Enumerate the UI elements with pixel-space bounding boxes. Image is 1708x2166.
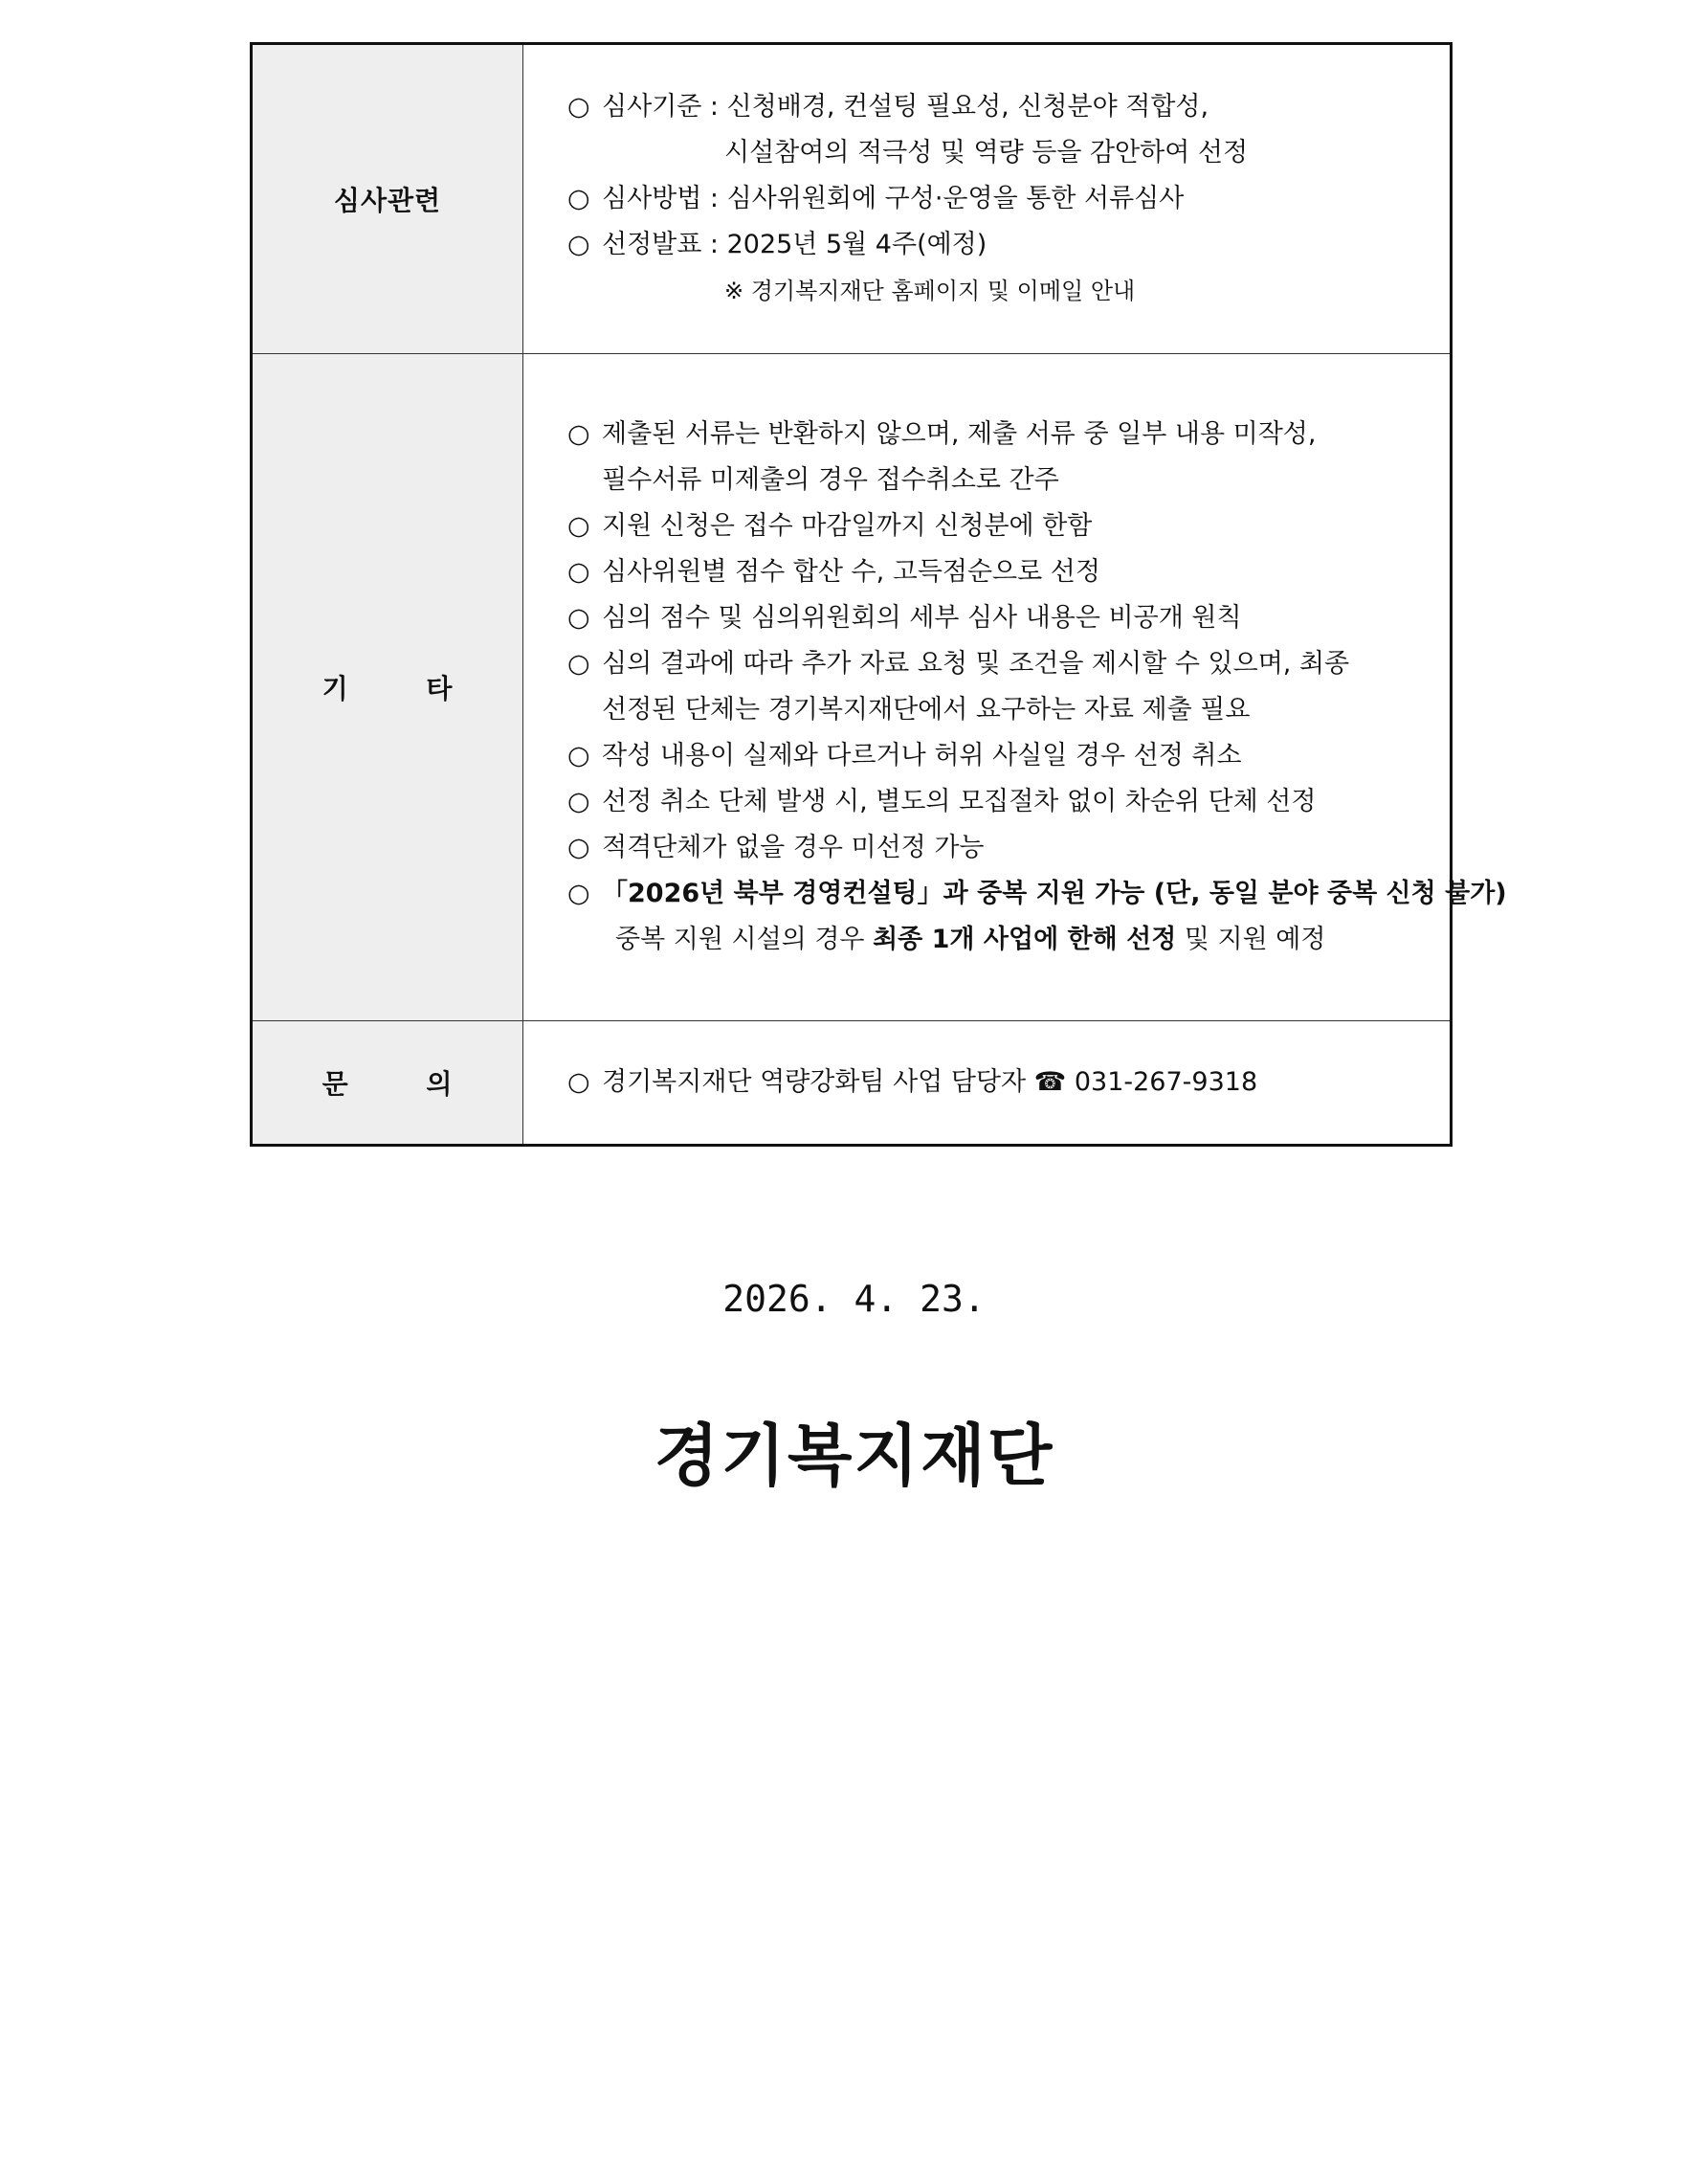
circle-bullet-icon: ○ xyxy=(567,603,590,633)
table-row-etc xyxy=(252,354,1452,1021)
circle-bullet-icon: ○ xyxy=(567,833,590,862)
list-item-text: 제출된 서류는 반환하지 않으며, 제출 서류 중 일부 내용 미작성, xyxy=(602,419,1317,449)
list-item-text: 심의 점수 및 심의위원회의 세부 심사 내용은 비공개 원칙 xyxy=(602,603,1242,633)
list-item-text: 심사위원별 점수 합산 수, 고득점순으로 선정 xyxy=(602,557,1100,587)
list-item-text: 선정 취소 단체 발생 시, 별도의 모집절차 없이 차순위 단체 선정 xyxy=(602,787,1317,816)
row-body-review xyxy=(523,44,1452,354)
row-header-etc: 기 타 xyxy=(252,354,523,1021)
circle-bullet-icon: ○ xyxy=(567,511,590,541)
circle-bullet-icon: ○ xyxy=(567,879,590,908)
note-text: ※ 경기복지재단 홈페이지 및 이메일 안내 xyxy=(724,278,1136,304)
circle-bullet-icon: ○ xyxy=(567,557,590,587)
circle-bullet-icon: ○ xyxy=(567,649,590,679)
circle-bullet-icon: ○ xyxy=(567,419,590,449)
table-row-contact xyxy=(252,1021,1452,1146)
list-item: 선정된 단체는 경기복지재단에서 요구하는 자료 제출 필요 xyxy=(602,695,1251,725)
list-item-text: 적격단체가 없을 경우 미선정 가능 xyxy=(602,833,985,862)
contact-text: 경기복지재단 역량강화팀 사업 담당자 ☎ 031-267-9318 xyxy=(602,1067,1258,1097)
list-item xyxy=(567,595,1411,641)
organization-name: 경기복지재단 xyxy=(654,1417,1054,1495)
circle-bullet-icon: ○ xyxy=(567,184,590,213)
row-header-review: 심사관련 xyxy=(252,44,523,354)
list-item-text: 심사방법 : 심사위원회에 구성·운영을 통한 서류심사 xyxy=(602,184,1185,213)
circle-bullet-icon: ○ xyxy=(567,230,590,259)
list-item: 시설참여의 적극성 및 역량 등을 감안하여 선정 xyxy=(724,138,1249,167)
list-item-text: 심의 결과에 따라 추가 자료 요청 및 조건을 제시할 수 있으며, 최종 xyxy=(602,649,1350,679)
list-item-text-bold: 「2026년 북부 경영컨설팅」과 중복 지원 가능 (단, 동일 분야 중복 신청 불가) xyxy=(602,879,1507,908)
row-body-etc xyxy=(523,354,1507,1021)
circle-bullet-icon: ○ xyxy=(567,92,590,122)
row-header-contact: 문 의 xyxy=(252,1021,523,1146)
list-item-text: 지원 신청은 접수 마감일까지 신청분에 한함 xyxy=(602,511,1093,541)
list-item xyxy=(567,1060,1411,1105)
list-item-text: 중복 지원 시설의 경우 xyxy=(615,925,874,954)
circle-bullet-icon: ○ xyxy=(567,787,590,816)
list-item: 필수서류 미제출의 경우 접수취소로 간주 xyxy=(602,465,1059,495)
list-item xyxy=(567,825,1411,871)
list-item xyxy=(567,412,1411,458)
list-item xyxy=(567,871,1507,917)
list-item-text: 작성 내용이 실제와 다르거나 허위 사실일 경우 선정 취소 xyxy=(602,741,1242,770)
document-date: 2026. 4. 23. xyxy=(722,1278,986,1320)
list-item xyxy=(567,84,1411,130)
list-item-text: 심사기준 : 신청배경, 컨설팅 필요성, 신청분야 적합성, xyxy=(602,92,1209,122)
list-item xyxy=(567,733,1411,779)
info-table xyxy=(250,42,1507,1147)
list-item xyxy=(567,549,1411,595)
list-item xyxy=(567,779,1411,825)
list-item xyxy=(567,641,1411,687)
list-item xyxy=(567,176,1411,222)
list-item xyxy=(567,917,1411,963)
list-item xyxy=(567,222,1411,268)
circle-bullet-icon: ○ xyxy=(567,1067,590,1097)
row-body-contact xyxy=(523,1021,1452,1146)
list-item-text-bold: 최종 1개 사업에 한해 선정 xyxy=(873,925,1177,954)
list-item xyxy=(567,503,1411,549)
list-item-text: 및 지원 예정 xyxy=(1176,925,1326,954)
list-item-text: 선정발표 : 2025년 5월 4주(예정) xyxy=(602,230,987,259)
circle-bullet-icon: ○ xyxy=(567,741,590,770)
table-row-review xyxy=(252,44,1452,354)
